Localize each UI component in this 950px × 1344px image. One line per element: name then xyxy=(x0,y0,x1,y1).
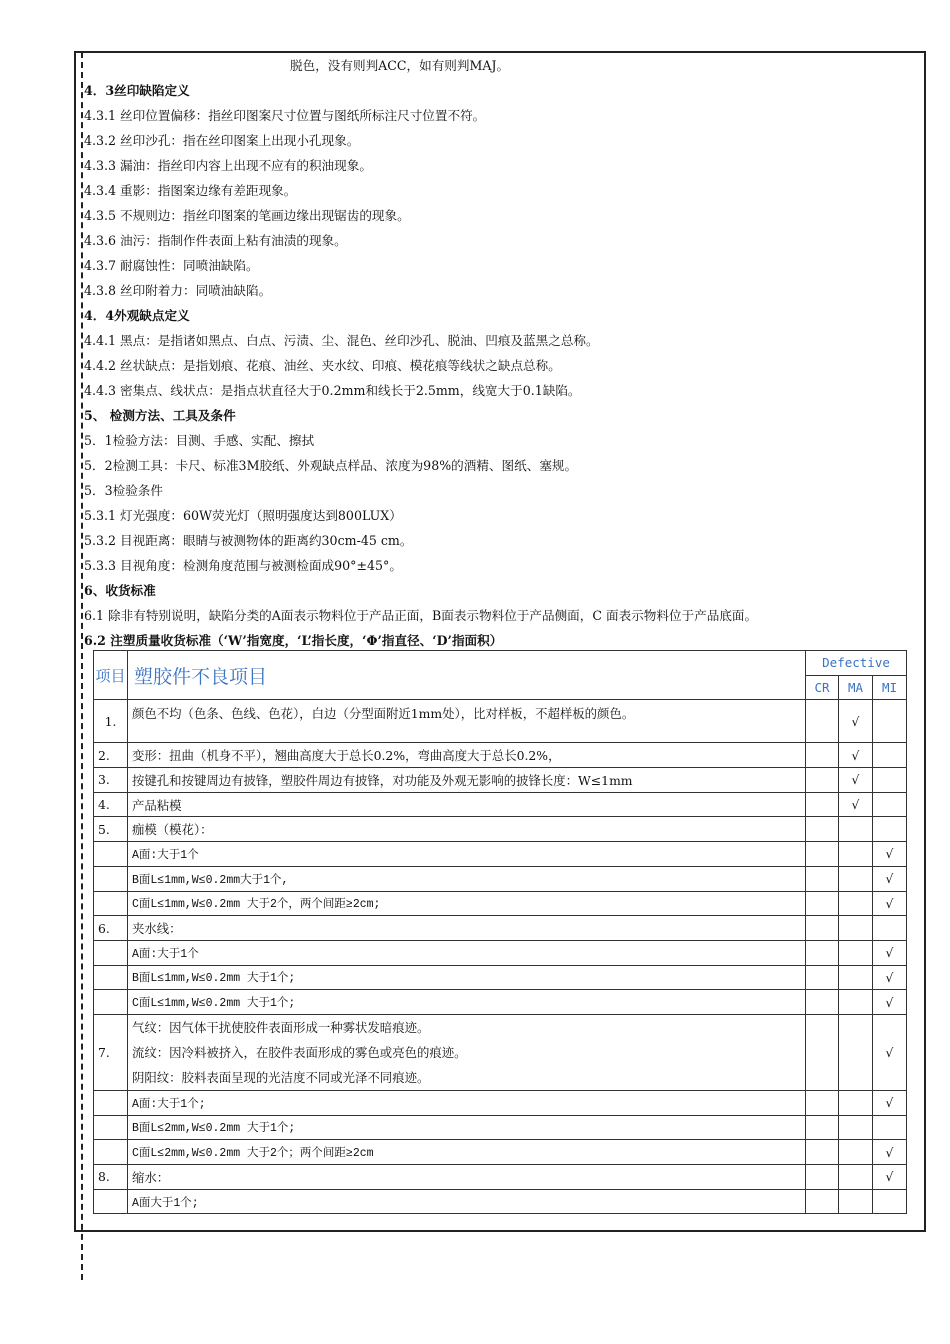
defect-cr-cell xyxy=(806,965,839,990)
defect-mi-cell xyxy=(873,817,907,842)
description-line: 气纹：因气体干扰使胶件表面形成一种雾状发暗痕迹。 xyxy=(132,1019,430,1035)
table-header-row-1 xyxy=(94,651,907,676)
defect-cr-cell xyxy=(806,842,839,867)
document-line: 6.2 注塑质量收货标准（‘W’指宽度，‘L’指长度，‘Φ’指直径、‘D’指面积） xyxy=(84,633,503,648)
description-line: 阴阳纹：胶料表面呈现的光洁度不同或光泽不同痕迹。 xyxy=(132,1069,430,1085)
defect-ma-cell xyxy=(839,1165,873,1190)
document-line: 6.1 除非有特别说明，缺陷分类的A面表示物料位于产品正面，B面表示物料位于产品侧面，C 面表示物料位于产品底面。 xyxy=(84,608,758,623)
row-number xyxy=(94,1189,128,1214)
row-description: C面L≤2mm,W≤0.2mm 大于2个；两个间距≥2cm xyxy=(128,1140,806,1165)
table-row xyxy=(94,1189,907,1214)
defect-mi-cell: √ xyxy=(873,1090,907,1115)
defect-cr-cell xyxy=(806,990,839,1015)
defect-ma-cell xyxy=(839,1014,873,1090)
document-text xyxy=(84,53,914,653)
document-line: 4.3.6 油污：指制作件表面上粘有油渍的现象。 xyxy=(84,233,347,248)
row-number xyxy=(94,842,128,867)
table-row xyxy=(94,792,907,817)
row-number xyxy=(94,1090,128,1115)
row-number xyxy=(94,990,128,1015)
defect-ma-cell xyxy=(839,1189,873,1214)
row-number xyxy=(94,965,128,990)
table-row xyxy=(94,965,907,990)
document-line: 4.3.7 耐腐蚀性：同喷油缺陷。 xyxy=(84,258,259,273)
defect-mi-cell: √ xyxy=(873,940,907,965)
document-line: 5、 检测方法、工具及条件 xyxy=(84,408,236,423)
defect-ma-cell xyxy=(839,940,873,965)
defect-ma-cell xyxy=(839,842,873,867)
header-cr: CR xyxy=(806,675,839,700)
table-row xyxy=(94,990,907,1015)
table-row xyxy=(94,1115,907,1140)
defect-cr-cell xyxy=(806,1165,839,1190)
row-description: C面L≤1mm,W≤0.2mm 大于2个，两个间距≥2cm; xyxy=(128,891,806,916)
header-ma: MA xyxy=(839,675,873,700)
defect-cr-cell xyxy=(806,1189,839,1214)
defect-cr-cell xyxy=(806,866,839,891)
table-row xyxy=(94,1140,907,1165)
document-line: 4．3丝印缺陷定义 xyxy=(84,83,190,98)
defect-mi-cell xyxy=(873,1189,907,1214)
table-row xyxy=(94,1165,907,1190)
row-number xyxy=(94,1115,128,1140)
row-number: 6. xyxy=(94,916,128,941)
defect-mi-cell xyxy=(873,768,907,793)
row-number: 1. xyxy=(94,700,128,743)
defect-mi-cell: √ xyxy=(873,965,907,990)
defect-mi-cell: √ xyxy=(873,891,907,916)
row-number xyxy=(94,866,128,891)
row-number: 7. xyxy=(94,1014,128,1090)
defect-mi-cell: √ xyxy=(873,842,907,867)
defect-mi-cell: √ xyxy=(873,866,907,891)
row-description: B面L≤1mm,W≤0.2mm大于1个, xyxy=(128,866,806,891)
defect-mi-cell xyxy=(873,1115,907,1140)
defect-ma-cell xyxy=(839,1115,873,1140)
header-title: 塑胶件不良项目 xyxy=(128,651,806,700)
document-line: 5.3.2 目视距离：眼睛与被测物体的距离约30cm-45 cm。 xyxy=(84,533,413,548)
row-number: 8. xyxy=(94,1165,128,1190)
defect-cr-cell xyxy=(806,891,839,916)
defect-mi-cell xyxy=(873,792,907,817)
defect-mi-cell: √ xyxy=(873,1140,907,1165)
table-row xyxy=(94,842,907,867)
row-description: 缩水： xyxy=(128,1165,806,1190)
defect-ma-cell xyxy=(839,916,873,941)
document-line: 脱色，没有则判ACC，如有则判MAJ。 xyxy=(290,58,510,73)
document-line: 5．1检验方法：目测、手感、实配、擦拭 xyxy=(84,433,315,448)
document-line: 5.3.3 目视角度：检测角度范围与被测检面成90°±45°。 xyxy=(84,558,402,573)
header-item: 项目 xyxy=(94,651,128,700)
row-number xyxy=(94,891,128,916)
defect-ma-cell: √ xyxy=(839,700,873,743)
defect-cr-cell xyxy=(806,743,839,768)
document-line: 4.4.3 密集点、线状点：是指点状直径大于0.2mm和线长于2.5mm，线宽大于0.1缺陷。 xyxy=(84,383,581,398)
defect-ma-cell: √ xyxy=(839,792,873,817)
defect-cr-cell xyxy=(806,1090,839,1115)
document-line: 4.3.8 丝印附着力：同喷油缺陷。 xyxy=(84,283,272,298)
row-description: A面大于1个; xyxy=(128,1189,806,1214)
document-line: 5．2检测工具：卡尺、标准3M胶纸、外观缺点样品、浓度为98%的酒精、图纸、塞规。 xyxy=(84,458,578,473)
row-description: A面:大于1个 xyxy=(128,842,806,867)
defect-cr-cell xyxy=(806,1014,839,1090)
row-description: 变形：扭曲（机身不平），翘曲高度大于总长0.2%，弯曲高度大于总长0.2%， xyxy=(128,743,806,768)
defect-mi-cell xyxy=(873,700,907,743)
defect-ma-cell xyxy=(839,866,873,891)
binding-margin-line xyxy=(81,52,83,1280)
defect-cr-cell xyxy=(806,700,839,743)
row-description: 按键孔和按键周边有披锋，塑胶件周边有披锋，对功能及外观无影响的披锋长度：W≤1mm xyxy=(128,768,806,793)
row-number: 5. xyxy=(94,817,128,842)
document-line: 4.3.4 重影：指图案边缘有差距现象。 xyxy=(84,183,297,198)
document-line: 4.3.5 不规则边：指丝印图案的笔画边缘出现锯齿的现象。 xyxy=(84,208,410,223)
quality-standard-table xyxy=(93,650,907,1214)
row-number: 3. xyxy=(94,768,128,793)
document-line: 4．4外观缺点定义 xyxy=(84,308,190,323)
defect-ma-cell: √ xyxy=(839,743,873,768)
table-row xyxy=(94,743,907,768)
document-line: 4.3.2 丝印沙孔：指在丝印图案上出现小孔现象。 xyxy=(84,133,360,148)
table-row xyxy=(94,817,907,842)
row-description: 颜色不均（色条、色线、色花），白边（分型面附近1mm处），比对样板，不超样板的颜色。 xyxy=(128,700,806,743)
header-mi: MI xyxy=(873,675,907,700)
defect-cr-cell xyxy=(806,916,839,941)
defect-cr-cell xyxy=(806,1140,839,1165)
defect-mi-cell xyxy=(873,916,907,941)
row-number xyxy=(94,940,128,965)
table-row xyxy=(94,768,907,793)
document-line: 4.3.3 漏油：指丝印内容上出现不应有的积油现象。 xyxy=(84,158,372,173)
table-row xyxy=(94,940,907,965)
row-number: 4. xyxy=(94,792,128,817)
defect-ma-cell xyxy=(839,891,873,916)
table-row xyxy=(94,891,907,916)
row-description xyxy=(128,1014,806,1090)
document-line: 4.3.1 丝印位置偏移：指丝印图案尺寸位置与图纸所标注尺寸位置不符。 xyxy=(84,108,486,123)
document-line: 4.4.2 丝状缺点：是指划痕、花痕、油丝、夹水纹、印痕、模花痕等线状之缺点总称。 xyxy=(84,358,561,373)
row-description: 夹水线： xyxy=(128,916,806,941)
defect-cr-cell xyxy=(806,817,839,842)
table-row xyxy=(94,700,907,743)
defect-cr-cell xyxy=(806,792,839,817)
row-description: B面L≤1mm,W≤0.2mm 大于1个; xyxy=(128,965,806,990)
row-description: C面L≤1mm,W≤0.2mm 大于1个; xyxy=(128,990,806,1015)
table-row xyxy=(94,916,907,941)
defect-cr-cell xyxy=(806,1115,839,1140)
row-number xyxy=(94,1140,128,1165)
table-row xyxy=(94,866,907,891)
defect-ma-cell: √ xyxy=(839,768,873,793)
row-description: B面L≤2mm,W≤0.2mm 大于1个; xyxy=(128,1115,806,1140)
row-description: A面:大于1个; xyxy=(128,1090,806,1115)
defect-ma-cell xyxy=(839,817,873,842)
defect-ma-cell xyxy=(839,1090,873,1115)
document-line: 5．3检验条件 xyxy=(84,483,163,498)
defect-mi-cell: √ xyxy=(873,1165,907,1190)
defect-cr-cell xyxy=(806,940,839,965)
description-line: 流纹：因冷料被挤入，在胶件表面形成的雾色或亮色的痕迹。 xyxy=(132,1044,467,1060)
row-description: 痂模（模花）： xyxy=(128,817,806,842)
defect-mi-cell: √ xyxy=(873,990,907,1015)
document-line: 5.3.1 灯光强度：60W荧光灯（照明强度达到800LUX） xyxy=(84,508,402,523)
defect-ma-cell xyxy=(839,990,873,1015)
row-description: A面:大于1个 xyxy=(128,940,806,965)
document-line: 4.4.1 黑点：是指诸如黑点、白点、污渍、尘、混色、丝印沙孔、脱油、凹痕及蓝黑之总称。 xyxy=(84,333,599,348)
defect-ma-cell xyxy=(839,1140,873,1165)
row-description: 产品粘模 xyxy=(128,792,806,817)
table-row xyxy=(94,1090,907,1115)
header-defective: Defective xyxy=(806,651,907,676)
defect-cr-cell xyxy=(806,768,839,793)
table-row xyxy=(94,1014,907,1090)
row-number: 2. xyxy=(94,743,128,768)
document-line: 6、收货标准 xyxy=(84,583,156,598)
defect-mi-cell xyxy=(873,743,907,768)
defect-mi-cell: √ xyxy=(873,1014,907,1090)
defect-ma-cell xyxy=(839,965,873,990)
